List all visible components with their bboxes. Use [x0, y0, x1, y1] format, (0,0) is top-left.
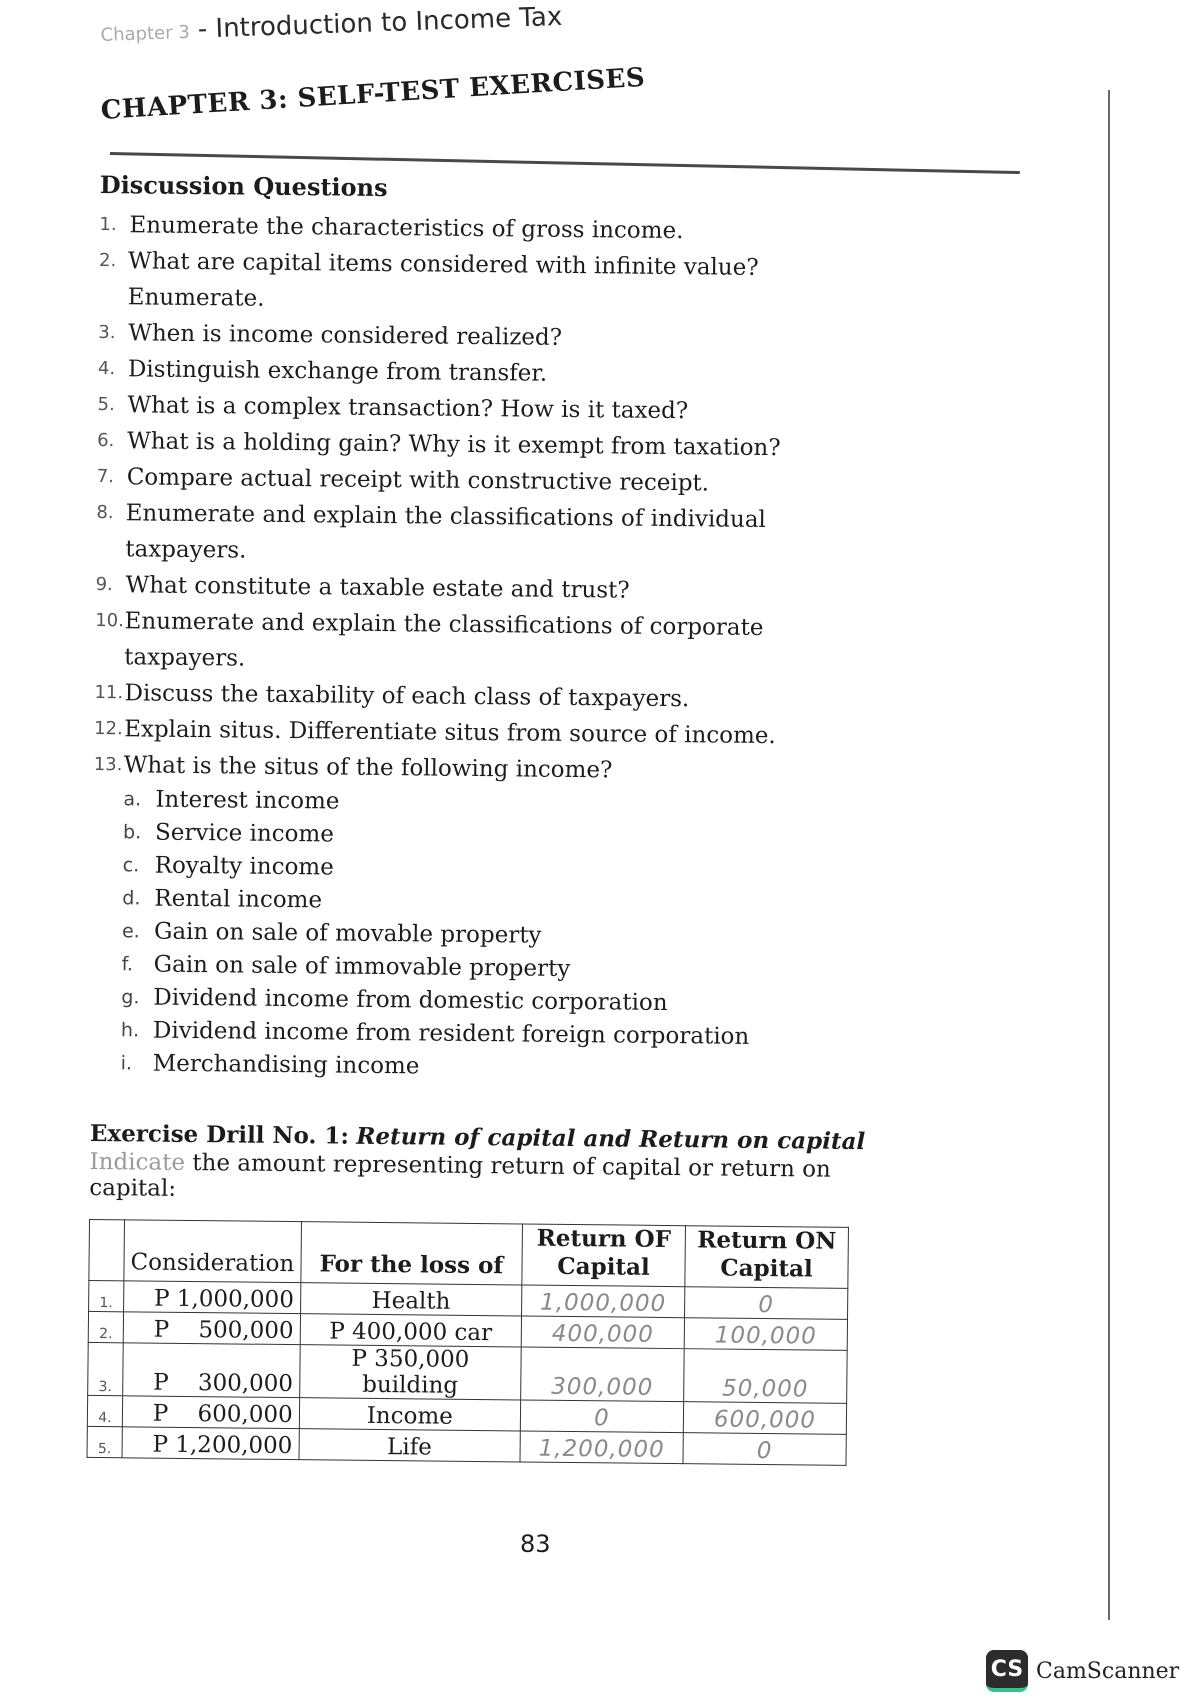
chapter-title: CHAPTER 3: SELF-TEST EXERCISES	[100, 62, 647, 126]
return-of-cell: 400,000	[521, 1316, 684, 1349]
sub-item-text: Dividend income from resident foreign corporation	[152, 1017, 750, 1050]
question-number: 2.	[98, 249, 117, 272]
camscanner-watermark	[986, 1650, 1179, 1692]
question-text: What constitute a taxable estate and trust?	[125, 572, 630, 604]
question-number: 12.	[94, 717, 123, 740]
column-header-return-of: Return OF Capital	[522, 1224, 686, 1287]
drill-instruction-prefix: Indicate	[89, 1148, 186, 1176]
consideration-cell: P 600,000	[122, 1396, 299, 1429]
page-number: 83	[520, 1530, 551, 1558]
question-number: 5.	[97, 393, 115, 416]
drill-instruction-text: the amount representing return of capital or return on capital:	[89, 1149, 831, 1202]
consideration-cell: P 500,000	[123, 1312, 300, 1345]
drill-table	[87, 1219, 849, 1466]
return-on-cell: 600,000	[683, 1402, 846, 1435]
return-of-cell: 1,200,000	[520, 1431, 683, 1464]
sub-item-text: Service income	[154, 819, 335, 848]
return-on-cell: 50,000	[684, 1349, 848, 1404]
running-head-title: - Introduction to Income Tax	[197, 1, 563, 45]
question-text: What are capital items considered with infinite value? Enumerate.	[127, 248, 759, 312]
sub-item-letter: i.	[120, 1052, 133, 1075]
sub-item-text: Gain on sale of immovable property	[153, 951, 571, 982]
question-text: What is the situs of the following income?	[123, 752, 613, 784]
row-number-header	[89, 1219, 125, 1280]
sub-item-letter: b.	[122, 821, 142, 844]
page-edge-shadow	[1108, 90, 1110, 1620]
question-number: 6.	[97, 429, 115, 452]
question-number: 8.	[96, 501, 114, 524]
consideration-cell: P 1,000,000	[124, 1281, 301, 1314]
loss-of-cell: P 400,000 car	[300, 1314, 522, 1347]
sub-item-letter: a.	[123, 788, 142, 811]
question-text: Distinguish exchange from transfer.	[127, 356, 548, 387]
loss-of-cell: Life	[299, 1429, 521, 1462]
row-number: 3.	[88, 1342, 124, 1395]
loss-of-cell: Health	[300, 1283, 522, 1316]
column-header-loss-of: For the loss of	[301, 1222, 523, 1285]
sub-item-list	[90, 783, 873, 1088]
drill-instruction	[89, 1149, 870, 1209]
question-text: Enumerate and explain the classifications of individual taxpayers.	[125, 500, 767, 564]
question-number: 13.	[93, 753, 123, 776]
sub-item-text: Rental income	[154, 885, 323, 914]
return-on-cell: 0	[683, 1433, 846, 1466]
camscanner-logo-icon: CS	[986, 1650, 1028, 1692]
consideration-cell: P 300,000	[123, 1343, 300, 1398]
sub-item-letter: d.	[122, 887, 141, 910]
section-heading: Discussion Questions	[99, 170, 388, 203]
loss-of-cell: Income	[299, 1398, 521, 1431]
question-number: 10.	[95, 609, 125, 632]
running-head-chapter: Chapter 3	[100, 21, 191, 46]
sub-item-letter: h.	[120, 1019, 140, 1042]
column-header-consideration: Consideration	[124, 1220, 301, 1283]
table-row	[88, 1342, 848, 1403]
sub-item-letter: g.	[121, 986, 140, 1009]
question-number: 11.	[94, 681, 124, 704]
return-of-cell: 1,000,000	[522, 1285, 685, 1318]
sub-item-letter: f.	[121, 953, 134, 976]
list-item	[96, 495, 877, 575]
return-of-cell: 0	[520, 1400, 683, 1433]
sub-item-text: Dividend income from domestic corporation	[153, 984, 668, 1016]
sub-item-letter: e.	[121, 920, 140, 943]
consideration-cell: P 1,200,000	[122, 1427, 299, 1460]
camscanner-text: CamScanner	[1036, 1658, 1180, 1684]
question-number: 7.	[96, 465, 115, 488]
question-text: Discuss the taxability of each class of taxpayers.	[124, 680, 690, 713]
return-on-cell: 100,000	[684, 1318, 847, 1351]
sub-item-text: Merchandising income	[152, 1050, 420, 1080]
question-number: 9.	[95, 573, 113, 596]
list-item	[98, 243, 879, 323]
question-number: 3.	[98, 321, 116, 344]
drill-label: Exercise Drill No. 1:	[89, 1119, 350, 1150]
question-text: What is a holding gain? Why is it exempt from taxation?	[127, 428, 781, 462]
sub-item-text: Gain on sale of movable property	[153, 918, 542, 949]
table-header-row	[89, 1219, 849, 1288]
row-number: 2.	[88, 1311, 123, 1342]
question-text: When is income considered realized?	[128, 320, 563, 351]
list-item	[95, 603, 876, 683]
question-text: Enumerate the characteristics of gross income.	[129, 212, 684, 245]
running-head	[100, 2, 563, 48]
question-number: 4.	[97, 357, 116, 380]
row-number: 5.	[87, 1426, 122, 1457]
sub-item-text: Interest income	[155, 786, 340, 815]
column-header-return-on: Return ON Capital	[685, 1226, 849, 1289]
loss-of-cell: P 350,000 building	[299, 1345, 521, 1400]
question-list	[94, 207, 880, 791]
question-text: What is a complex transaction? How is it taxed?	[127, 392, 689, 425]
question-number: 1.	[99, 213, 117, 236]
return-of-cell: 300,000	[521, 1347, 685, 1402]
drill-title: Return of capital and Return on capital	[356, 1122, 866, 1156]
sub-item-text: Royalty income	[154, 852, 334, 881]
list-item	[120, 1047, 870, 1088]
question-text: Enumerate and explain the classifications of corporate taxpayers.	[124, 608, 764, 672]
row-number: 4.	[87, 1395, 122, 1426]
question-text: Explain situs. Differentiate situs from source of income.	[124, 716, 776, 750]
row-number: 1.	[89, 1280, 124, 1311]
question-text: Compare actual receipt with constructive receipt.	[126, 464, 710, 497]
sub-item-letter: c.	[122, 854, 140, 877]
content-block	[87, 170, 880, 1466]
return-on-cell: 0	[685, 1287, 848, 1320]
